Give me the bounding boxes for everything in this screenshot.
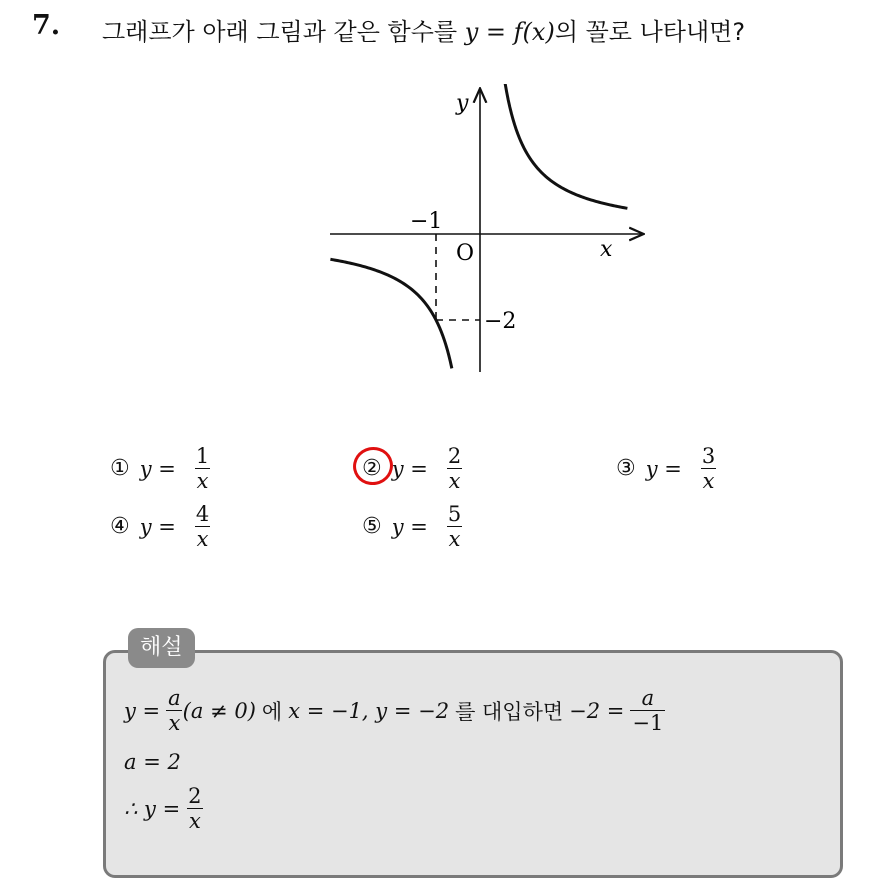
fraction-denominator: x — [702, 469, 715, 494]
choice-fraction — [446, 444, 463, 493]
sol1-substitution: x = −1, y = −2 — [288, 698, 450, 723]
fraction-numerator: 3 — [701, 444, 716, 468]
fraction-denominator: x — [188, 809, 201, 834]
sol1-rhs-fraction — [630, 686, 665, 735]
question-text-after: 의 꼴로 나타내면? — [554, 18, 746, 46]
sol1-lhs: y = — [124, 698, 161, 723]
choice-4[interactable] — [110, 502, 211, 551]
fraction-numerator: 5 — [447, 502, 462, 526]
choice-number: ⑤ — [362, 514, 382, 540]
fraction-denominator: x — [196, 527, 209, 552]
hyperbola-graph — [326, 84, 646, 376]
choice-number: ② — [362, 456, 382, 482]
curve-branch-q1 — [502, 84, 627, 208]
x-marker-label: −1 — [410, 209, 443, 234]
sol1-word1: 에 — [261, 699, 283, 724]
sol1-fraction — [166, 686, 183, 735]
origin-label: O — [456, 241, 475, 266]
choice-lhs: y = — [139, 514, 176, 539]
sol1-rhs-lhs: −2 = — [569, 698, 625, 723]
curve-branch-q3 — [330, 259, 451, 368]
sol3-fraction — [186, 784, 203, 833]
question-number: 7. — [32, 10, 61, 41]
choice-number: ① — [110, 456, 130, 482]
sol1-condition: (a ≠ 0) — [182, 698, 256, 723]
fraction-numerator: 2 — [447, 444, 462, 468]
fraction-numerator: 1 — [195, 444, 210, 468]
choice-lhs: y = — [645, 456, 682, 481]
fraction-denominator: x — [448, 469, 461, 494]
sol1-word2: 를 대입하면 — [455, 699, 564, 724]
question-formula: y = f(x) — [464, 18, 555, 46]
solution-box — [103, 650, 843, 878]
solution-line-1 — [124, 686, 665, 735]
sol2-text: a = 2 — [124, 750, 181, 774]
fraction-numerator: 2 — [188, 784, 202, 808]
solution-tag: 해설 — [128, 628, 195, 668]
solution-line-3 — [124, 784, 204, 833]
choice-number: ④ — [110, 514, 130, 540]
choice-5[interactable] — [362, 502, 463, 551]
fraction-denominator: x — [168, 711, 181, 736]
y-marker-label: −2 — [484, 309, 517, 334]
question-text-before: 그래프가 아래 그림과 같은 함수를 — [102, 18, 465, 46]
fraction-denominator: x — [196, 469, 209, 494]
question-text — [102, 12, 745, 47]
choice-fraction — [194, 444, 211, 493]
x-axis-label: x — [600, 237, 613, 262]
fraction-numerator: 4 — [195, 502, 210, 526]
sol3-lhs: ∴ y = — [124, 796, 181, 821]
fraction-denominator: x — [448, 527, 461, 552]
choice-fraction — [700, 444, 717, 493]
fraction-denominator: −1 — [632, 711, 664, 736]
choice-lhs: y = — [391, 456, 428, 481]
choice-number: ③ — [616, 456, 636, 482]
choice-lhs: y = — [139, 456, 176, 481]
choice-3[interactable] — [616, 444, 717, 493]
fraction-numerator: a — [641, 686, 655, 710]
solution-line-2 — [124, 750, 181, 774]
y-axis-label: y — [456, 91, 469, 116]
choice-fraction — [446, 502, 463, 551]
choice-lhs: y = — [391, 514, 428, 539]
choice-1[interactable] — [110, 444, 211, 493]
fraction-numerator: a — [168, 686, 181, 710]
choice-fraction — [194, 502, 211, 551]
